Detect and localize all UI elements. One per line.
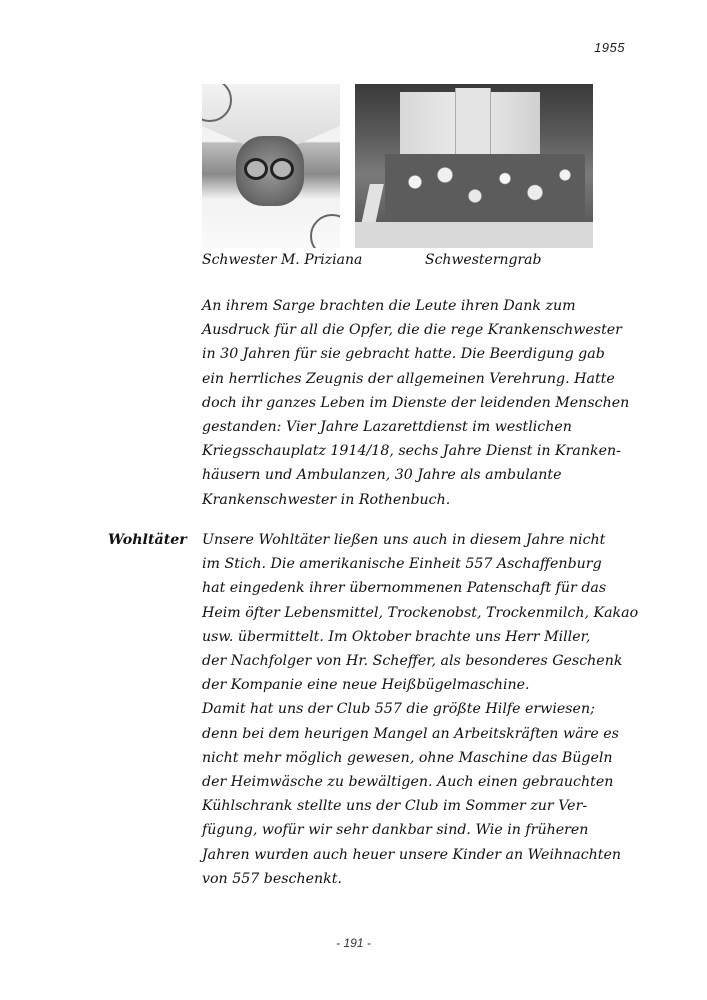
portrait-photo-sister-priziana <box>202 84 340 248</box>
text-line: Ausdruck für all die Opfer, die die rege Krankenschwester <box>202 322 622 339</box>
text-line: Jahren wurden auch heuer unsere Kinder an Weihnachten <box>202 846 622 863</box>
text-line: hat eingedenk ihrer übernommenen Patenschaft für das <box>202 580 607 597</box>
text-line: der Nachfolger von Hr. Scheffer, als besonderes Geschenk <box>202 653 623 670</box>
paragraph-benefactors <box>202 528 639 891</box>
face <box>236 136 304 206</box>
text-line: der Heimwäsche zu bewältigen. Auch einen gebrauchten <box>202 774 614 791</box>
text-line: fügung, wofür wir sehr dankbar sind. Wie in früheren <box>202 822 589 839</box>
text-line: von 557 beschenkt. <box>202 870 342 887</box>
text-line: Kriegsschauplatz 1914/18, sechs Jahre Dienst in Kranken- <box>202 443 621 460</box>
grave-border <box>355 222 593 248</box>
photo-caption: Schwesterngrab <box>425 252 542 268</box>
text-line: doch ihr ganzes Leben im Dienste der leidenden Menschen <box>202 394 630 411</box>
text-line: An ihrem Sarge brachten die Leute ihren Dank zum <box>202 298 576 314</box>
flowers <box>385 154 585 224</box>
photo-caption: Schwester M. Priziana <box>202 252 363 268</box>
text-line: Unsere Wohltäter ließen uns auch in diesem Jahre nicht <box>202 532 606 548</box>
text-line: Heim öfter Lebensmittel, Trockenobst, Trockenmilch, Kakao <box>202 604 639 621</box>
text-line: Kühlschrank stellte uns der Club im Sommer zur Ver- <box>202 798 588 815</box>
margin-label-benefactors: Wohltäter <box>108 532 187 548</box>
glasses-lens <box>244 158 268 180</box>
text-line: nicht mehr möglich gewesen, ohne Maschine das Bügeln <box>202 749 613 766</box>
text-line: Krankenschwester in Rothenbuch. <box>202 491 451 508</box>
text-line: gestanden: Vier Jahre Lazarettdienst im westlichen <box>202 419 572 436</box>
text-line: usw. übermittelt. Im Oktober brachte uns Herr Miller, <box>202 628 591 645</box>
text-line: in 30 Jahren für sie gebracht hatte. Die Beerdigung gab <box>202 346 605 363</box>
grave-photo <box>355 84 593 248</box>
text-line: häusern und Ambulanzen, 30 Jahre als ambulante <box>202 467 562 484</box>
glasses-lens <box>270 158 294 180</box>
text-line: der Kompanie eine neue Heißbügelmaschine. <box>202 677 530 694</box>
text-line: im Stich. Die amerikanische Einheit 557 Aschaffenburg <box>202 556 602 573</box>
year-heading: 1955 <box>594 40 625 55</box>
text-line: Damit hat uns der Club 557 die größte Hilfe erwiesen; <box>202 701 595 718</box>
page-number: - 191 - <box>336 936 371 950</box>
paragraph-funeral <box>202 294 632 512</box>
text-line: ein herrliches Zeugnis der allgemeinen Verehrung. Hatte <box>202 370 615 387</box>
stamp-mark <box>310 214 340 248</box>
text-line: denn bei dem heurigen Mangel an Arbeitskräften wäre es <box>202 725 619 742</box>
